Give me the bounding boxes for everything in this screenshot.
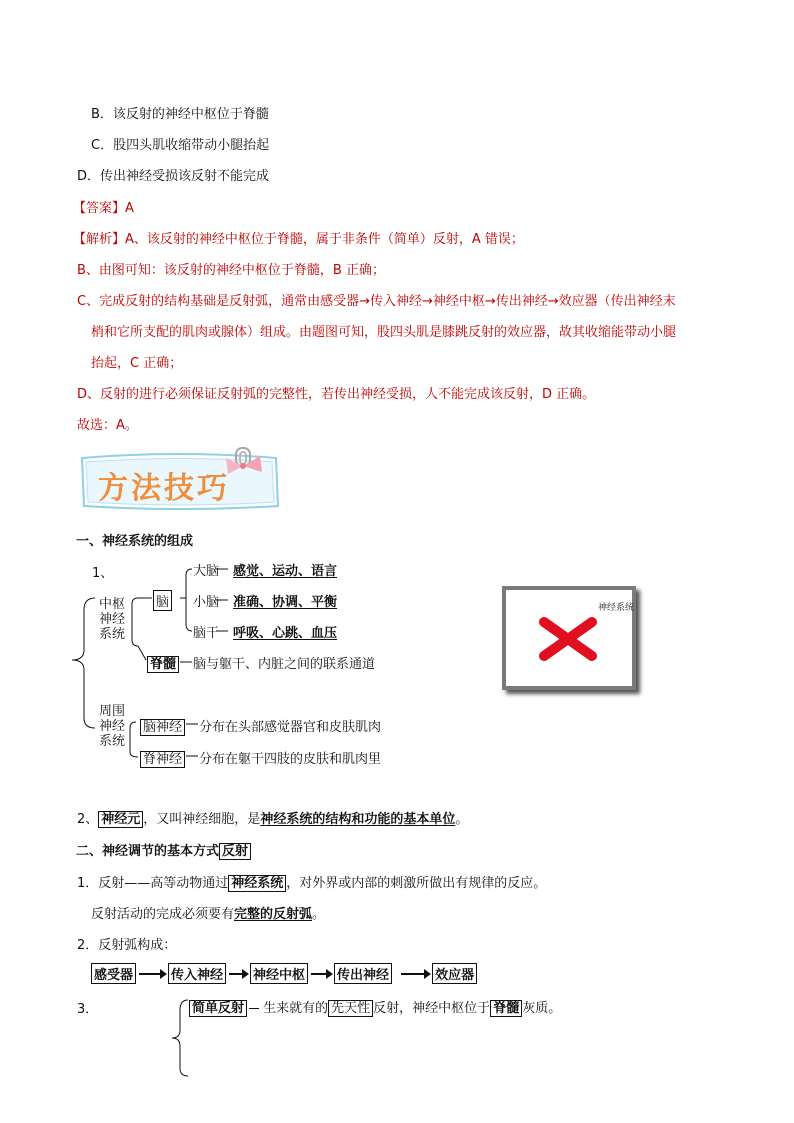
innate-box: 先天性 — [328, 1000, 373, 1017]
reflex-definition-a: 1．反射——高等动物通过 — [77, 876, 229, 891]
item1-number: 1、 — [92, 566, 114, 581]
simple-reflex-b: 反射，神经中枢位于 — [373, 1001, 491, 1016]
brain-box: 脑 — [153, 590, 172, 611]
section2-heading-box: 反射 — [219, 843, 251, 860]
brainstem-label: 脑干 — [193, 626, 220, 641]
banner-title: 方法技巧 — [98, 471, 230, 506]
option-c: C．股四头肌收缩带动小腿抬起 — [91, 138, 270, 153]
item2-middle: ，又叫神经细胞，是 — [143, 812, 261, 827]
analysis-c2: 梢和它所支配的肌肉或腺体）组成。由题图可知，股四头肌是膝跳反射的效应器，故其收缩能带动小腿 — [91, 325, 677, 340]
section1-heading: 一、神经系统的组成 — [76, 534, 194, 549]
reflex-requirement-key: 完整的反射弧 — [234, 907, 313, 922]
chain-effector: 效应器 — [432, 963, 477, 984]
analysis-tag: 【解析】 — [73, 232, 126, 247]
reflex-requirement-a: 反射活动的完成必须要有 — [91, 907, 235, 922]
analysis-a-text: A、该反射的神经中枢位于脊髓，属于非条件（简单）反射，A 错误； — [125, 232, 524, 247]
analysis-d: D、反射的进行必须保证反射弧的完整性，若传出神经受损，人不能完成该反射，D 正确。 — [77, 387, 596, 402]
spinal-cord-function: 脑与躯干、内脏之间的联系通道 — [193, 657, 376, 672]
cerebellum-label: 小脑 — [193, 595, 220, 610]
spinal-nerve-box: 脊神经 — [140, 751, 185, 768]
cerebrum-function: 感觉、运动、语言 — [233, 564, 338, 579]
simple-reflex-a: 生来就有的 — [259, 1001, 329, 1016]
answer-tag: 【答案】 — [73, 201, 126, 216]
analysis-c3: 抬起，C 正确； — [91, 356, 183, 371]
item2-number: 2、 — [77, 812, 99, 827]
spinal-nerve-function: 分布在躯干四肢的皮肤和肌肉里 — [199, 752, 382, 767]
image-caption: 神经系统 — [598, 603, 635, 613]
nervous-system-box: 神经系统 — [228, 875, 286, 892]
item3-number: 3． — [77, 1002, 99, 1017]
option-d: D．传出神经受损该反射不能完成 — [77, 169, 270, 184]
simple-reflex-c: 灰质。 — [522, 1001, 562, 1016]
simple-reflex-row — [189, 997, 561, 1016]
reflex-arc-heading: 2．反射弧构成： — [77, 938, 177, 953]
chain-receptor: 感受器 — [91, 963, 136, 984]
analysis-c1: C、完成反射的结构基础是反射弧，通常由感受器→传入神经→神经中枢→传出神经→效应器（传出神经末 — [77, 294, 676, 309]
option-b: B．该反射的神经中枢位于脊髓 — [91, 107, 269, 122]
cerebellum-function: 准确、协调、平衡 — [233, 595, 338, 610]
reflex-requirement-b: 。 — [312, 907, 326, 922]
section2-heading-text: 二、神经调节的基本方式 — [76, 844, 220, 859]
simple-reflex-box: 简单反射 — [189, 1000, 247, 1017]
item2-end: 。 — [455, 812, 469, 827]
cranial-nerve-function: 分布在头部感觉器官和皮肤肌肉 — [199, 720, 382, 735]
central-nervous-system-label: 中枢神经系统 — [99, 597, 126, 642]
spinal-cord-box: 脊髓 — [147, 656, 179, 673]
chain-center: 神经中枢 — [250, 963, 308, 984]
chain-efferent: 传出神经 — [334, 963, 392, 984]
neuron-box: 神经元 — [98, 811, 143, 828]
peripheral-nervous-system-label: 周围神经系统 — [99, 704, 126, 749]
reflex-definition-b: ，对外界或内部的刺激所做出有规律的反应。 — [286, 876, 547, 891]
brainstem-function: 呼吸、心跳、血压 — [233, 626, 338, 641]
choice-line: 故选：A。 — [77, 418, 138, 433]
chain-afferent: 传入神经 — [168, 963, 226, 984]
answer-value: A — [125, 201, 134, 216]
cranial-nerve-box: 脑神经 — [140, 719, 185, 736]
cerebrum-label: 大脑 — [193, 564, 220, 579]
spinal-box: 脊髓 — [490, 1000, 522, 1017]
item2-key: 神经系统的结构和功能的基本单位 — [260, 812, 456, 827]
analysis-b: B、由图可知：该反射的神经中枢位于脊髓，B 正确； — [77, 263, 385, 278]
